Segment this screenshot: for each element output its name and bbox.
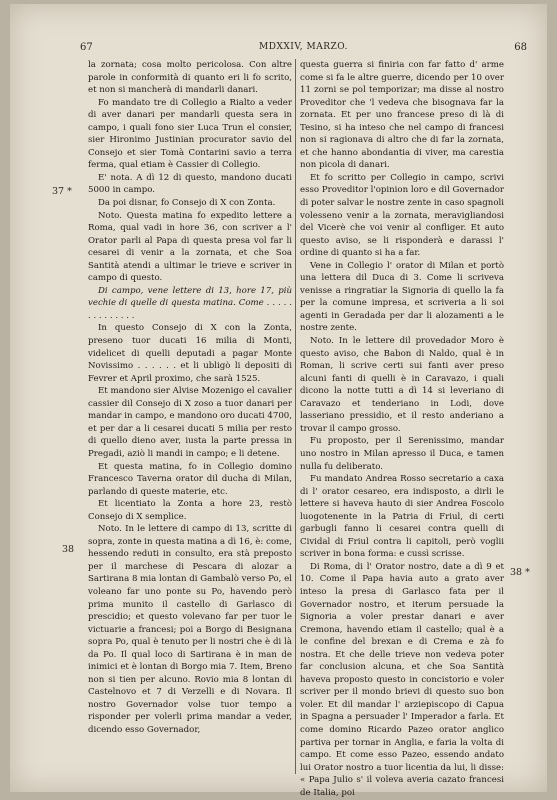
paragraph: Noto. Questa matina fo expedito lettere a Roma, qual vadi in hore 36, con scriver a l' Orator parli al Papa di questa presa vol far li cesarei di venir a la zornata, et che Soa Santità atendi a ultimar le trieve e scriver in campo di questo.	[88, 210, 292, 284]
right-text-column	[300, 59, 504, 799]
paragraph: Da poi disnar, fo Consejo di X con Zonta.	[98, 198, 276, 209]
paragraph: In questo Consejo di X con la Zonta, preseno tuor ducati 16 milia di Monti, videlicet di quelli deputadi a pagar Monte Novissimo . . . . . . et li ubligò li depositi di Fevrer et April proximo, che sarà 1525.	[88, 323, 292, 384]
paragraph: Noto. In le lettere dil provedador Moro è questo aviso, che Babon di Naldo, qual è in Roman, li scrive certi sui fanti aver preso alcuni fanti di quelli è in Caravazo, i quali dicono la notte tutti a dì 14 si leveriano di Caravazo et tenderiano in Lodi, dove lasseriano pressidio, et il resto anderiano a trovar il campo grosso.	[300, 336, 504, 434]
page-number-right: 68	[514, 42, 527, 53]
running-head: MDXXIV, MARZO.	[259, 42, 348, 52]
paragraph: Et questa matina, fo in Collegio domino Francesco Taverna orator dil ducha di Milan, parlando di queste materie, etc.	[88, 461, 292, 497]
left-text-column	[88, 59, 292, 737]
paragraph: Et mandono sier Alvise Mozenigo el cavalier cassier dil Consejo di X zoso a tuor danari per mandar in campo, e mandono oro ducati 4700, et per dar a li cesarei ducati 5 milia per resto di quello dieno aver, iusta la parte pressa in Pregadi, aziò li mandi in campo; e li detene.	[88, 386, 292, 459]
page-number-left: 67	[80, 42, 93, 53]
paragraph: la zornata; cosa molto pericolosa. Con altre parole in conformità di quanto eri li fo scrito, et non si mancherà di mandarli danari.	[88, 60, 292, 96]
book-page	[10, 4, 547, 798]
margin-column-number-38-right: 38 *	[510, 567, 530, 578]
paragraph: Et fo scritto per Collegio in campo, scrivi esso Proveditor l'opinion loro e dil Governador di poter salvar le nostre zente in caso spagnoli volesseno venir a la zornata, meravigliandosi del Vicerè che voi venir al confliger. Et auto questo aviso, se li risponderà e darassi l' ordine di quanto si ha a far.	[300, 172, 504, 259]
paragraph: Et licentiato la Zonta a hore 23, restò Consejo di X semplice.	[88, 499, 292, 522]
paragraph: Fu mandato Andrea Rosso secretario a caxa di l' orator cesareo, era indisposto, a dirli le lettere si haveva hauto di sier Andrea Foscolo luogotenente in la Patria di Friul, di certi garbugli fanno li cesarei contra quelli di Cividal di Friul contra li capitoli, però voglii scriver in bona forma: e cussì scrisse.	[300, 474, 504, 560]
paragraph: Vene in Collegio l' orator di Milan et portò una lettera dil Duca di 3. Come li scriveva venisse a ringratiar la Signoria di quello la fa per la comune impresa, et scriveria a li soi agenti in Geradada per dar li alozamenti a le nostre zente.	[300, 260, 504, 334]
paragraph: Fu proposto, per il Serenissimo, mandar uno nostro in Milan apresso il Duca, e tamen nulla fu deliberato.	[300, 436, 504, 472]
paragraph: Fo mandato tre di Collegio a Rialto a veder di aver danari per mandarli questa sera in campo, i quali fono sier Luca Trun el consier, sier Hironimo Justinian procurator savio del Consejo et sier Tomà Contarini savio a terra ferma, qual etiam è Cassier di Collegio.	[88, 97, 292, 171]
paragraph: Noto. In le lettere di campo di 13, scritte di sopra, zonte in questa matina a dì 16, è: come, hessendo reduti in consulto, era stà preposto per il marchese di Pescara di alozar a Sartirana 8 mia lontan di Gambalò verso Po, el voleano far uno ponte su Po, havendo però prima munito il castello di Garlasco di prescidio; et questo volevano far per tuor le victuarie a francesi; poi a Borgo di Besignana sopra Po, qual è tenuto per li nostri che è di là da Po. Il qual loco di Sartirana è in man de inimici et è lontan di Borgo mia 7. Item, Breno non si tien per alcuno. Rovio mia 8 lontan di Castelnovo et 7 di Verzelli e di Novara. Il nostro Governador volse tuor tempo a risponder per volerli prima mandar a veder, dicendo esso Governador,	[88, 524, 292, 735]
paragraph: Di Roma, di l' Orator nostro, date a dì 9 et 10. Come il Papa havia auto a grato aver inteso la presa di Garlasco fata per il Governador nostro, et iterum persuade la Signoria a voler prestar danari e aver Cremona, havendo etiam il castello; qual è a le confine del brexan e di Crema e zà fo nostra. Et che delle trieve non vedeva poter far conclusion alcuna, et che Soa Santità haveva proposto questo in concistorio e voler scriver per il mondo brievi di questo suo bon voler. Et dil mandar l' arziepiscopo di Capua in Spagna a persuader l' Imperador a farla. Et come domino Ricardo Pazeo orator anglico partiva per tornar in Anglia, e faria la volta di campo. Et come esso Pazeo, essendo andato lui Orator nostro a tuor licentia da lui, li disse: « Papa Julio s' il volevа averia cazato francesi de Italia, poi	[300, 561, 504, 798]
margin-column-number-37: 37 *	[52, 186, 72, 197]
paragraph: E' nota. A dì 12 di questo, mandono ducati 5000 in campo.	[88, 172, 292, 196]
paragraph: questa guerra si finiria con far fatto d' arme come si fa le altre guerre, dicendo per 10 over 11 zorni se pol temporizar; ma disse al nostro Proveditor che 'l vedeva che bisognava far la zornata. Et per uno francese preso di là di Tesino, si ha inteso che nel campo di francesi non si ragionava di altro che di far la zornata, et che hanno abondantia di viver, ma carestia non picola di danari.	[300, 60, 504, 171]
paragraph-italic-heading: Di campo, vene lettere di 13, hore 17, più vechie di quelle di questa matina. Come . . . . . . . . . . . . . .	[88, 285, 292, 321]
margin-column-number-38-left: 38	[62, 544, 75, 555]
column-divider	[295, 59, 296, 774]
page-header	[80, 42, 527, 56]
